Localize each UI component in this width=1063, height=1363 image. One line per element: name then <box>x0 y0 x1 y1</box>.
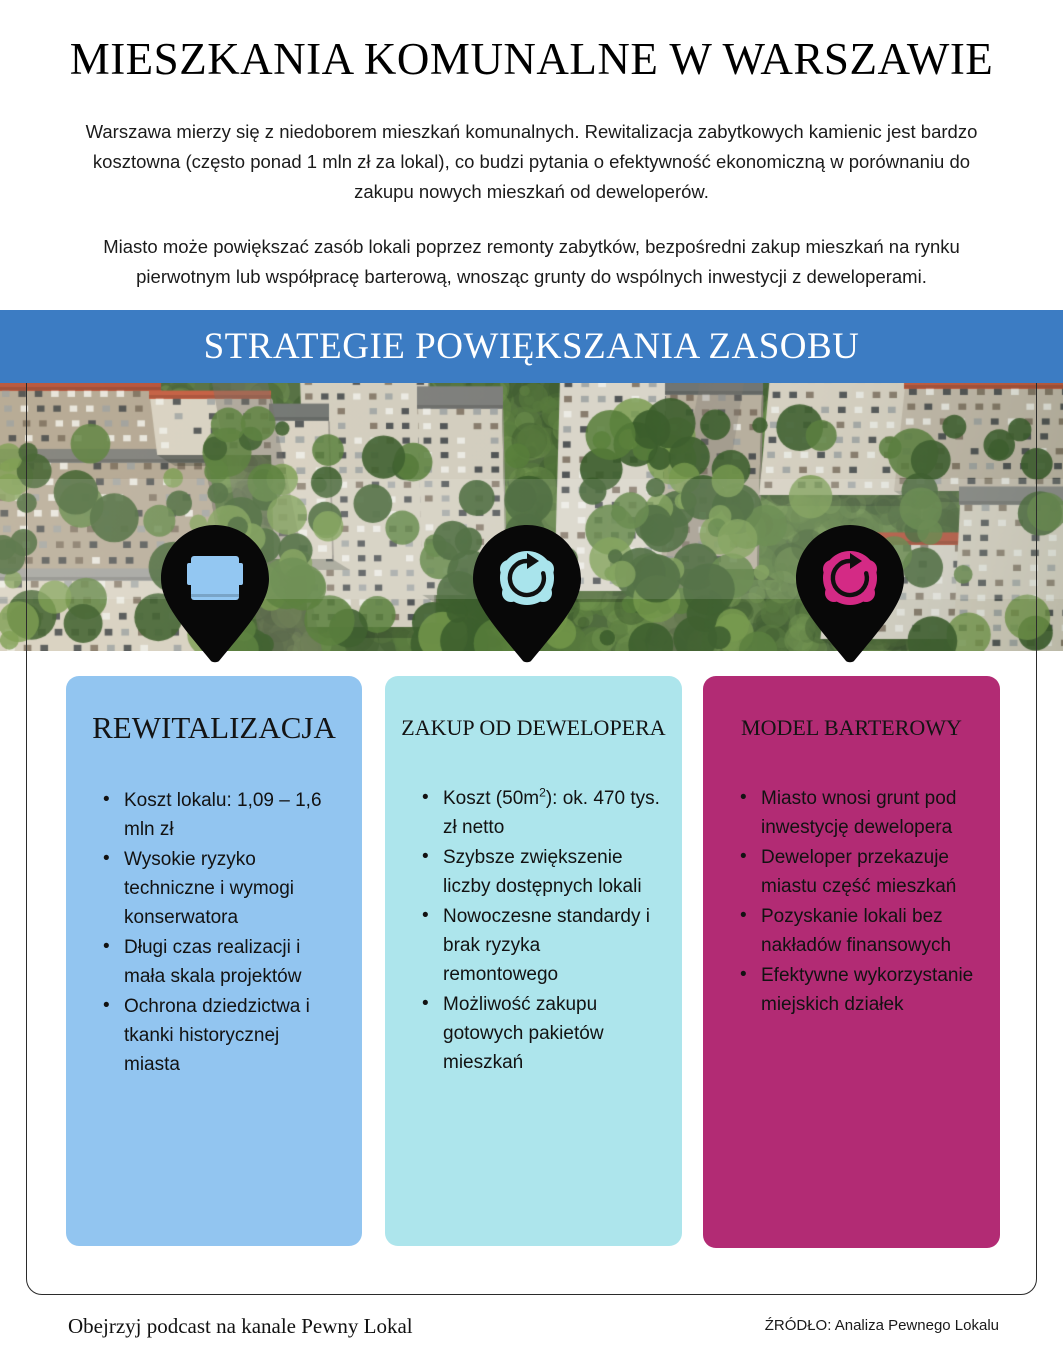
refresh-icon <box>500 551 554 605</box>
building-square-icon <box>187 556 243 600</box>
footer-section <box>0 1296 1063 1363</box>
header-section <box>26 14 1037 310</box>
intro-paragraph-2: Miasto może powiększać zasób lokali poprzez remonty zabytków, bezpośredni zakup mieszkań na rynku pierwotnym lub współpracę barterową, wnosząc grunty do wspólnych inwestycji z deweloperami. <box>103 236 960 287</box>
list-item <box>441 784 660 842</box>
list-item: • Wysokie ryzyko techniczne i wymogi konserwatora <box>122 845 340 932</box>
strategy-card-rewitalizacja <box>66 676 362 1246</box>
section-banner <box>0 310 1063 383</box>
list-item: • Szybsze zwiększenie liczby dostępnych lokali <box>441 843 660 901</box>
pin-shape <box>161 525 269 663</box>
card-title-zakup: ZAKUP OD DEWELOPERA <box>401 715 666 740</box>
footer-source-text: ŹRÓDŁO: Analiza Pewnego Lokalu <box>764 1317 999 1334</box>
map-pin-zakup-od-dewelopera[interactable] <box>473 525 581 663</box>
card-title-barter: MODEL BARTEROWY <box>741 715 962 740</box>
list-item: • Efektywne wykorzystanie miejskich działek <box>759 961 978 1019</box>
pin-shape <box>796 525 904 663</box>
card-bullet-list-rewitalizacja <box>66 786 362 1080</box>
bullet-text-before: Koszt (50m <box>443 788 540 809</box>
list-item: • Ochrona dziedzictwa i tkanki historycznej miasta <box>122 992 340 1079</box>
list-item: • Deweloper przekazuje miastu część mieszkań <box>759 843 978 901</box>
strategy-card-model-barterowy <box>703 676 1000 1248</box>
superscript-two: 2 <box>539 785 546 800</box>
list-item: • Koszt lokalu: 1,09 – 1,6 mln zł <box>122 786 340 844</box>
intro-text-block <box>80 117 983 292</box>
list-item: • Możliwość zakupu gotowych pakietów mieszkań <box>441 990 660 1077</box>
section-banner-title: STRATEGIE POWIĘKSZANIA ZASOBU <box>203 325 860 367</box>
strategy-card-zakup-od-dewelopera <box>385 676 682 1246</box>
list-item: • Pozyskanie lokali bez nakładów finansowych <box>759 902 978 960</box>
card-bullet-list-zakup <box>385 784 682 1078</box>
bullet-text-after: ): ok. 470 tys. zł netto <box>443 788 660 838</box>
pin-shape <box>473 525 581 663</box>
list-item: • Miasto wnosi grunt pod inwestycję dewelopera <box>759 784 978 842</box>
map-pin-rewitalizacja[interactable] <box>161 525 269 663</box>
card-bullet-list-barter <box>703 784 1000 1020</box>
list-item: • Długi czas realizacji i mała skala projektów <box>122 933 340 991</box>
list-item: • Nowoczesne standardy i brak ryzyka remontowego <box>441 902 660 989</box>
intro-paragraph-1: Warszawa mierzy się z niedoborem mieszkań komunalnych. Rewitalizacja zabytkowych kamienic jest bardzo kosztowna (często ponad 1 mln zł za lokal), co budzi pytania o efektywność ekonomiczną w porównaniu do zakupu nowych mieszkań od deweloperów. <box>85 121 978 202</box>
map-pin-model-barterowy[interactable] <box>796 525 904 663</box>
footer-podcast-text: Obejrzyj podcast na kanale Pewny Lokal <box>68 1314 413 1338</box>
card-title-rewitalizacja: REWITALIZACJA <box>92 710 336 745</box>
refresh-icon <box>823 551 877 605</box>
page-title: MIESZKANIA KOMUNALNE W WARSZAWIE <box>69 34 994 84</box>
